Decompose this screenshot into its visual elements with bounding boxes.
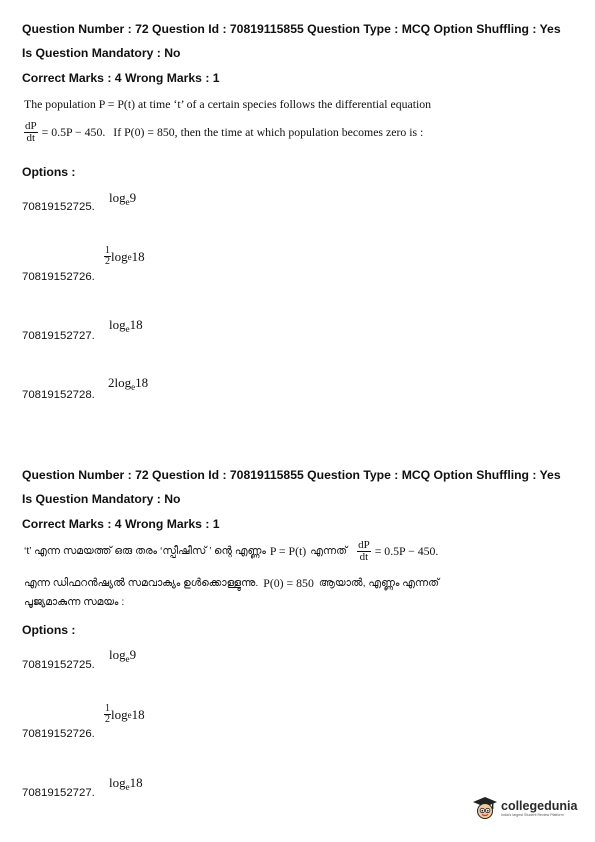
fraction-denominator: dt <box>24 132 38 144</box>
question-text-line1: The population P = P(t) at time ‘t’ of a certain species follows the differential equation <box>24 97 432 111</box>
option-id[interactable]: 70819152725. <box>22 201 95 213</box>
log-base: e <box>125 324 130 334</box>
option-value[interactable] <box>104 704 145 725</box>
question-header: Question Number : 72 Question Id : 70819115855 Question Type : MCQ Option Shuffling : Yes <box>22 468 561 482</box>
inline-math: P = P(t) <box>269 544 307 558</box>
equation-rhs: = 0.5P − 450. <box>374 544 439 558</box>
fraction-numerator: 1 <box>105 703 110 714</box>
option-value[interactable] <box>108 375 148 392</box>
collegedunia-logo <box>472 796 577 822</box>
log-base: e <box>125 197 130 207</box>
fraction-numerator: dP <box>25 120 37 132</box>
option-id[interactable]: 70819152728. <box>22 389 95 401</box>
log-text: log <box>111 248 128 264</box>
question-condition: If P(0) = 850, then the time at which population becomes zero is : <box>113 125 424 139</box>
derivative-fraction <box>357 540 371 563</box>
options-label: Options : <box>22 165 76 179</box>
ml-text: എന്ന ഡിഫറൻഷ്യൽ സമവാക്യം ഉൾക്കൊള്ളുന്നു. <box>24 577 259 589</box>
log-text: log <box>109 775 126 790</box>
option-id[interactable]: 70819152725. <box>22 659 95 671</box>
log-arg: 18 <box>135 375 149 390</box>
fraction-numerator: dP <box>358 539 370 551</box>
ml-text: ‘t’ എന്ന സമയത്ത് ഒരു തരം ‘സ്പീഷീസ് ’ ന്റെ എണ്ണം <box>24 545 266 557</box>
log-arg: 9 <box>129 190 137 205</box>
mandatory-line: Is Question Mandatory : No <box>22 46 181 60</box>
log-text: log <box>114 375 132 390</box>
question-text-line3: പൂജ്യമാകുന്ന സമയം : <box>24 596 125 608</box>
log-text: log <box>109 647 126 662</box>
option-value[interactable] <box>109 647 136 664</box>
fraction-denominator: 2 <box>105 256 110 267</box>
log-text: log <box>109 190 126 205</box>
logo-name: collegedunia <box>501 799 578 813</box>
log-base: e <box>127 251 132 262</box>
option-value[interactable] <box>109 190 136 207</box>
option-id[interactable]: 70819152727. <box>22 330 95 342</box>
options-label: Options : <box>22 623 76 637</box>
coefficient-fraction <box>104 704 111 725</box>
derivative-fraction <box>24 121 38 144</box>
logo-tagline: India's largest Student Review Platform <box>501 813 564 817</box>
marks-line: Correct Marks : 4 Wrong Marks : 1 <box>22 71 220 85</box>
option-value[interactable] <box>104 246 145 267</box>
question-header: Question Number : 72 Question Id : 70819115855 Question Type : MCQ Option Shuffling : Yes <box>22 22 561 36</box>
log-base: e <box>125 654 130 664</box>
log-arg: 18 <box>129 775 143 790</box>
option-value[interactable] <box>109 317 143 334</box>
marks-line: Correct Marks : 4 Wrong Marks : 1 <box>22 517 220 531</box>
ml-text: എന്നത് <box>310 545 348 557</box>
option-id[interactable]: 70819152727. <box>22 787 95 799</box>
option-id[interactable]: 70819152726. <box>22 271 95 283</box>
log-arg: 18 <box>131 706 145 722</box>
mandatory-line: Is Question Mandatory : No <box>22 492 181 506</box>
log-arg: 9 <box>129 647 137 662</box>
log-text: log <box>109 317 126 332</box>
equation-rhs: = 0.5P − 450. <box>41 125 106 139</box>
question-text-line1 <box>24 540 438 563</box>
inline-math: P(0) = 850 <box>263 576 314 590</box>
log-text: log <box>111 706 128 722</box>
question-text-line2 <box>24 576 439 591</box>
log-arg: 18 <box>131 248 145 264</box>
coefficient: 2 <box>108 375 115 390</box>
graduate-mascot-icon <box>472 796 498 822</box>
ml-text: ആയാൽ, എണ്ണം എന്നത് <box>318 577 440 589</box>
coefficient-fraction <box>104 246 111 267</box>
question-text-line2 <box>24 121 423 144</box>
fraction-denominator: dt <box>357 551 371 563</box>
log-base: e <box>125 782 130 792</box>
option-id[interactable]: 70819152726. <box>22 728 95 740</box>
log-arg: 18 <box>129 317 143 332</box>
log-base: e <box>127 709 132 720</box>
fraction-denominator: 2 <box>105 714 110 725</box>
fraction-numerator: 1 <box>105 245 110 256</box>
option-value[interactable] <box>109 775 143 792</box>
log-base: e <box>131 382 136 392</box>
